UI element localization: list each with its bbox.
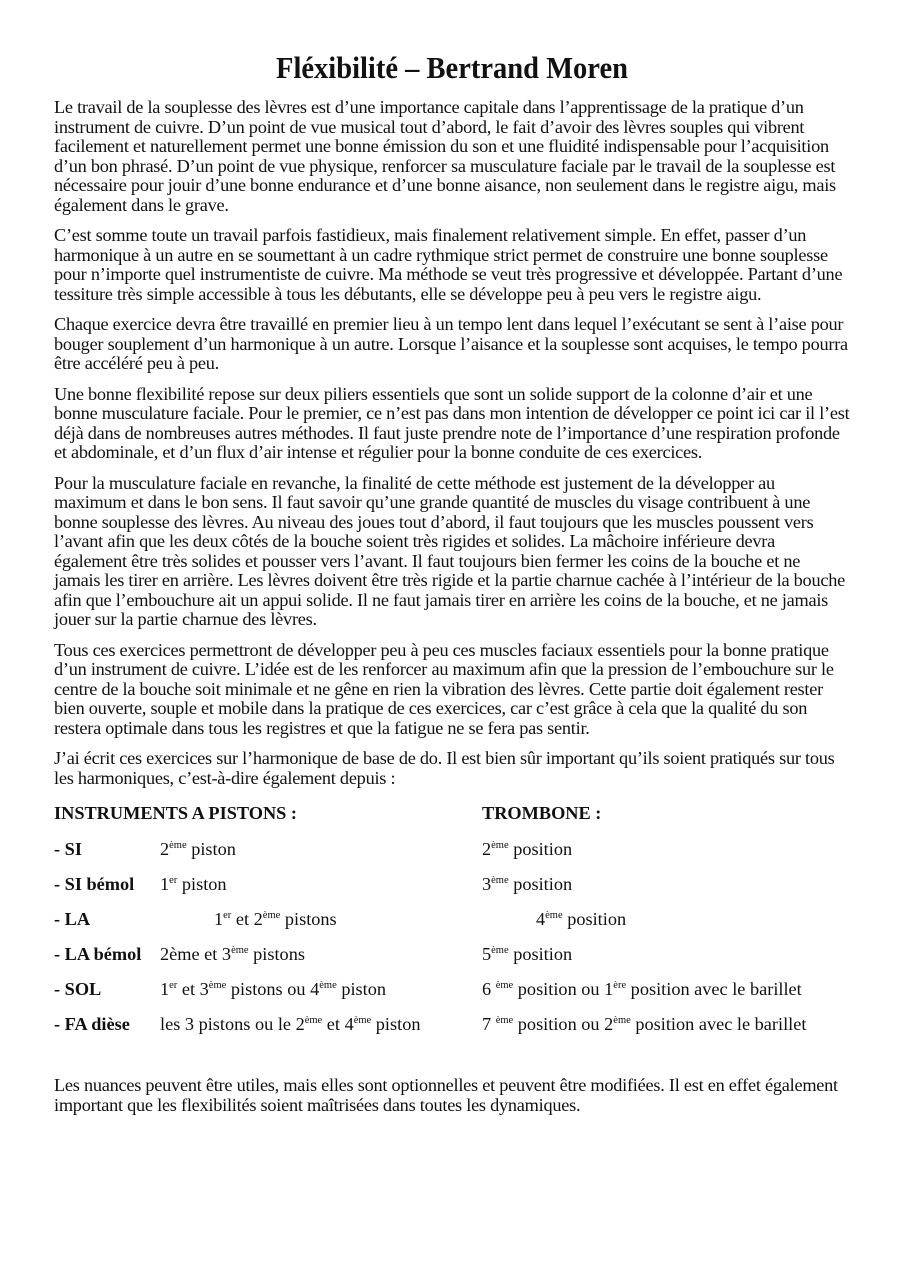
note-name: - LA	[54, 909, 91, 929]
trombone-position: 5ème position	[482, 944, 573, 964]
table-row	[54, 978, 850, 1013]
note-name: - SI	[54, 839, 82, 859]
table-row	[54, 1013, 850, 1048]
piston-fingering: les 3 pistons ou le 2ème et 4ème piston	[160, 1014, 421, 1034]
table-header	[54, 802, 850, 838]
header-trombone: TROMBONE :	[482, 803, 602, 823]
table-row	[54, 838, 850, 873]
trombone-position: 3ème position	[482, 874, 573, 894]
paragraph: Le travail de la souplesse des lèvres est d’une importance capitale dans l’apprentissage de la pratique d’un instrument de cuivre. D’un point de vue musical tout d’abord, le fait d’avoir des lèvres souples qui vibrent facilement et naturellement permet une bonne émission du son et une fluidité indispensable pour l’acquisition d’un bon phrasé. D’un point de vue physique, renforcer sa musculature faciale par le travail de la souplesse est nécessaire pour jouir d’une bonne endurance et d’une bonne aisance, non seulement dans le registre aigu, mais également dans le grave.	[54, 97, 836, 215]
fingering-table	[54, 802, 850, 1048]
closing-paragraph: Les nuances peuvent être utiles, mais elles sont optionnelles et peuvent être modifiées. Il est en effet également important que les flexibilités soient maîtrisées dans toutes les dynamiques.	[54, 1075, 838, 1115]
paragraph: Tous ces exercices permettront de développer peu à peu ces muscles faciaux essentiels pour la bonne pratique d’un instrument de cuivre. L’idée est de les renforcer au maximum afin que la pression de l’embouchure sur le centre de la bouche soit minimale et ne gêne en rien la vibration des lèvres. Cette partie doit également rester bien ouverte, souple et mobile dans la pratique de ces exercices, car c’est grâce à cela que la qualité du son restera optimale dans tous les registres et que la fatigue ne se fera pas sentir.	[54, 639, 834, 738]
paragraph: C’est somme toute un travail parfois fastidieux, mais finalement relativement simple. En effet, passer d’un harmonique à un autre en se soumettant à un cadre rythmique strict permet de construire une bonne souplesse pour n’importe quel instrumentiste de cuivre. Ma méthode se veut très progressive et développée. Partant d’une tessiture très simple accessible à tous les débutants, elle se développe peu à peu vers le registre aigu.	[54, 225, 843, 304]
table-row	[54, 873, 850, 908]
document-page	[54, 50, 850, 1126]
table-row	[54, 908, 850, 943]
piston-fingering: 2ème et 3ème pistons	[160, 944, 305, 964]
trombone-position: 6 $^{ème}$ position ou 1ère position avec le barillet	[482, 979, 802, 999]
piston-fingering: 2ème piston	[160, 839, 236, 859]
piston-fingering: 1er et 3ème pistons ou 4ème piston	[160, 979, 387, 999]
header-pistons: INSTRUMENTS A PISTONS :	[54, 803, 297, 823]
trombone-position: 4ème position	[536, 909, 627, 929]
paragraph: Une bonne flexibilité repose sur deux piliers essentiels que sont un solide support de la colonne d’air et une bonne musculature faciale. Pour le premier, ce n’est pas dans mon intention de développer ce point ici car il l’est déjà dans de nombreuses autres méthodes. Il faut juste prendre note de l’importance d’une respiration profonde et abdominale, et d’un flux d’air intense et régulier pour la bonne conduite de ces exercices.	[54, 383, 850, 462]
paragraph: J’ai écrit ces exercices sur l’harmonique de base de do. Il est bien sûr important qu’ils soient pratiqués sur tous les harmoniques, c’est-à-dire également depuis :	[54, 748, 835, 788]
note-name: - LA bémol	[54, 944, 142, 964]
piston-fingering: 1er piston	[160, 874, 227, 894]
trombone-position: 2ème position	[482, 839, 573, 859]
paragraph: Pour la musculature faciale en revanche, la finalité de cette méthode est justement de la développer au maximum et dans le bon sens. Il faut savoir qu’une grande quantité de muscles du visage contribuent à une bonne souplesse des lèvres. Au niveau des joues tout d’abord, il faut toujours que les muscles poussent vers l’avant afin que les deux côtés de la bouche soient très rigides et solides. La mâchoire inférieure devra également être très solides et pousser vers l’avant. Il faut toujours bien fermer les coins de la bouche et ne jamais les tirer en arrière. Les lèvres doivent être très rigide et la partie charnue cachée à l’intérieur de la bouche afin que l’embouchure ait un appui solide. Il ne faut jamais tirer en arrière les coins de la bouche, et ne jamais jouer sur la partie charnue des lèvres.	[54, 472, 845, 629]
note-name: - FA dièse	[54, 1014, 130, 1034]
note-name: - SI bémol	[54, 874, 135, 894]
page-title: Fléxibilité – Bertrand Moren	[276, 50, 628, 85]
paragraph: Chaque exercice devra être travaillé en premier lieu à un tempo lent dans lequel l’exécutant se sent à l’aise pour bouger souplement d’un harmonique à un autre. Lorsque l’aisance et la souplesse sont acquises, le tempo pourra être accéléré peu à peu.	[54, 314, 848, 373]
piston-fingering: 1er et 2ème pistons	[214, 909, 337, 929]
note-name: - SOL	[54, 979, 102, 999]
table-row	[54, 943, 850, 978]
trombone-position: 7 $^{ème}$ position ou 2ème position avec le barillet	[482, 1014, 807, 1034]
